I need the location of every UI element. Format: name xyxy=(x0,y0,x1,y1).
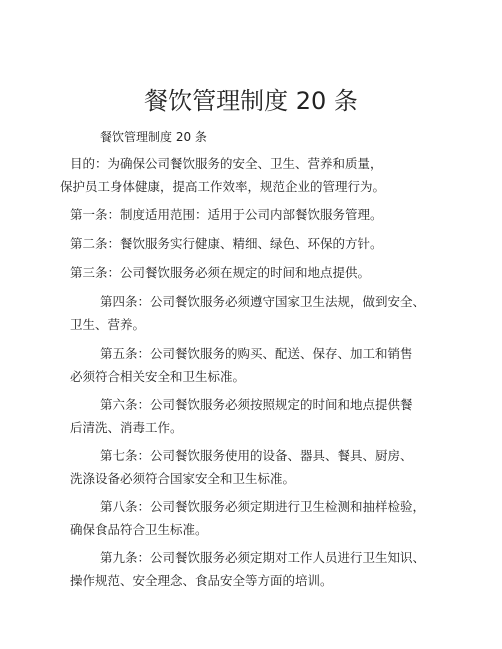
paragraph-line: 确保食品符合卫生标准。 xyxy=(70,522,208,537)
paragraph-article-8 xyxy=(70,495,450,541)
paragraph-line: 第四条：公司餐饮服务必须遵守国家卫生法规，做到安全、 xyxy=(100,294,426,309)
paragraph-line: 第八条：公司餐饮服务必须定期进行卫生检测和抽样检验， xyxy=(100,499,426,514)
paragraph-article-4 xyxy=(70,290,450,336)
paragraph-line: 必须符合相关安全和卫生标准。 xyxy=(70,369,246,384)
document-title: 餐饮管理制度 20 条 xyxy=(144,87,358,115)
document-subtitle: 餐饮管理制度 20 条 xyxy=(100,130,207,144)
paragraph-line: 第三条：公司餐饮服务必须在规定的时间和地点提供。 xyxy=(70,265,371,280)
paragraph-line: 后清洗、消毒工作。 xyxy=(70,420,183,435)
paragraph-purpose xyxy=(60,152,450,198)
paragraph-line: 洗涤设备必须符合国家安全和卫生标准。 xyxy=(70,471,296,486)
paragraph-line: 第九条：公司餐饮服务必须定期对工作人员进行卫生知识、 xyxy=(100,550,426,565)
paragraph-line: 保护员工身体健康，提高工作效率，规范企业的管理行为。 xyxy=(60,179,386,194)
paragraph-article-7 xyxy=(70,444,450,490)
paragraph-line: 第六条：公司餐饮服务必须按照规定的时间和地点提供餐 xyxy=(100,397,413,412)
paragraph-article-2 xyxy=(70,232,450,255)
paragraph-article-6 xyxy=(70,393,450,439)
paragraph-line: 卫生、营养。 xyxy=(70,317,146,332)
paragraph-line: 第二条：餐饮服务实行健康、精细、绿色、环保的方针。 xyxy=(70,236,383,251)
paragraph-line: 操作规范、安全理念、食品安全等方面的培训。 xyxy=(70,573,333,588)
paragraph-line: 第七条：公司餐饮服务使用的设备、器具、餐具、厨房、 xyxy=(100,448,413,463)
paragraph-article-5 xyxy=(70,342,450,388)
paragraph-line: 目的：为确保公司餐饮服务的安全、卫生、营养和质量， xyxy=(70,156,383,171)
paragraph-line: 第一条：制度适用范围：适用于公司内部餐饮服务管理。 xyxy=(70,207,383,222)
paragraph-article-9 xyxy=(70,546,450,592)
paragraph-line: 第五条：公司餐饮服务的购买、配送、保存、加工和销售 xyxy=(100,346,413,361)
paragraph-article-3 xyxy=(70,261,450,284)
paragraph-article-1 xyxy=(70,203,450,226)
